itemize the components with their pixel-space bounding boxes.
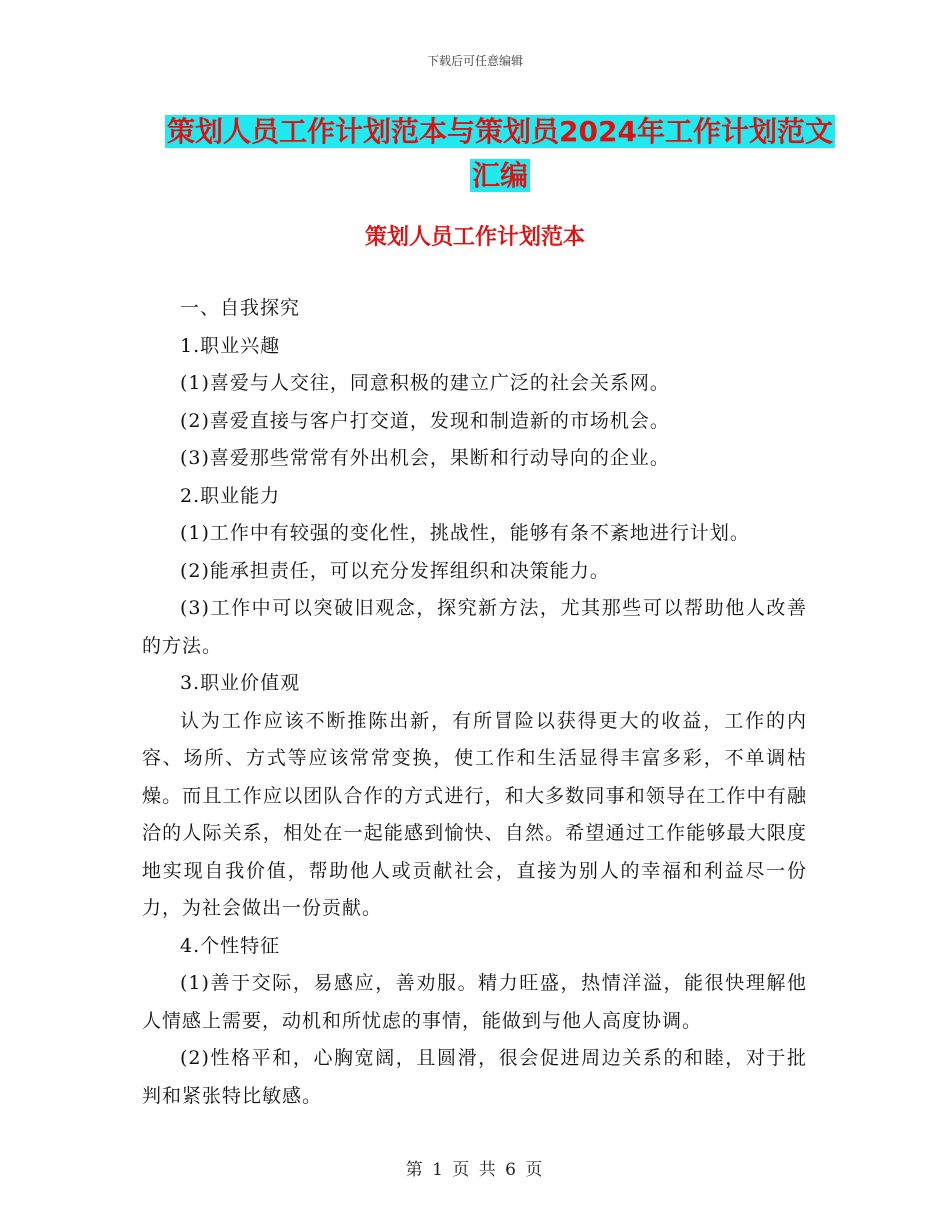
paragraph: 认为工作应该不断推陈出新，有所冒险以获得更大的收益，工作的内容、场所、方式等应该常常变换，使工作和生活显得丰富多彩，不单调枯燥。而且工作应以团队合作的方式进行，和大多数同事和领导在工作中有融洽的人际关系，相处在一起能感到愉快、自然。希望通过工作能够最大限度地实现自我价值，帮助他人或贡献社会，直接为别人的幸福和利益尽一份力，为社会做出一份贡献。 [142, 709, 807, 919]
document-title-line-2: 汇编 [471, 159, 528, 192]
paragraph: (1)善于交际，易感应，善劝服。精力旺盛，热情洋溢，能很快理解他人情感上需要，动机和所忧虑的事情，能做到与他人高度协调。 [142, 972, 807, 1032]
paragraph: (2)能承担责任，可以充分发挥组织和决策能力。 [180, 559, 610, 582]
paragraph: (3)工作中可以突破旧观念，探究新方法，尤其那些可以帮助他人改善的方法。 [142, 597, 807, 657]
page-header-note: 下载后可任意编辑 [426, 54, 523, 68]
paragraph: (2)喜爱直接与客户打交道，发现和制造新的市场机会。 [180, 409, 670, 432]
paragraph: 4.个性特征 [180, 934, 281, 957]
document-title-line-1: 策划人员工作计划范本与策划员2024年工作计划范文 [167, 115, 833, 148]
paragraph: 2.职业能力 [180, 484, 281, 507]
section-title: 策划人员工作计划范本 [364, 225, 585, 250]
paragraph: 一、自我探究 [180, 297, 301, 319]
document-body [142, 290, 807, 1115]
paragraph: (1)工作中有较强的变化性，挑战性，能够有条不紊地进行计划。 [180, 522, 750, 544]
paragraph: 3.职业价值观 [180, 672, 301, 694]
paragraph: (1)喜爱与人交往，同意积极的建立广泛的社会关系网。 [180, 372, 670, 394]
document-title [150, 110, 850, 198]
paragraph: (2)性格平和，心胸宽阔，且圆滑，很会促进周边关系的和睦，对于批判和紧张特比敏感。 [142, 1047, 807, 1107]
paragraph: (3)喜爱那些常常有外出机会，果断和行动导向的企业。 [180, 447, 670, 469]
page-number: 第 1 页 共 6 页 [405, 1160, 545, 1180]
paragraph: 1.职业兴趣 [180, 334, 281, 357]
